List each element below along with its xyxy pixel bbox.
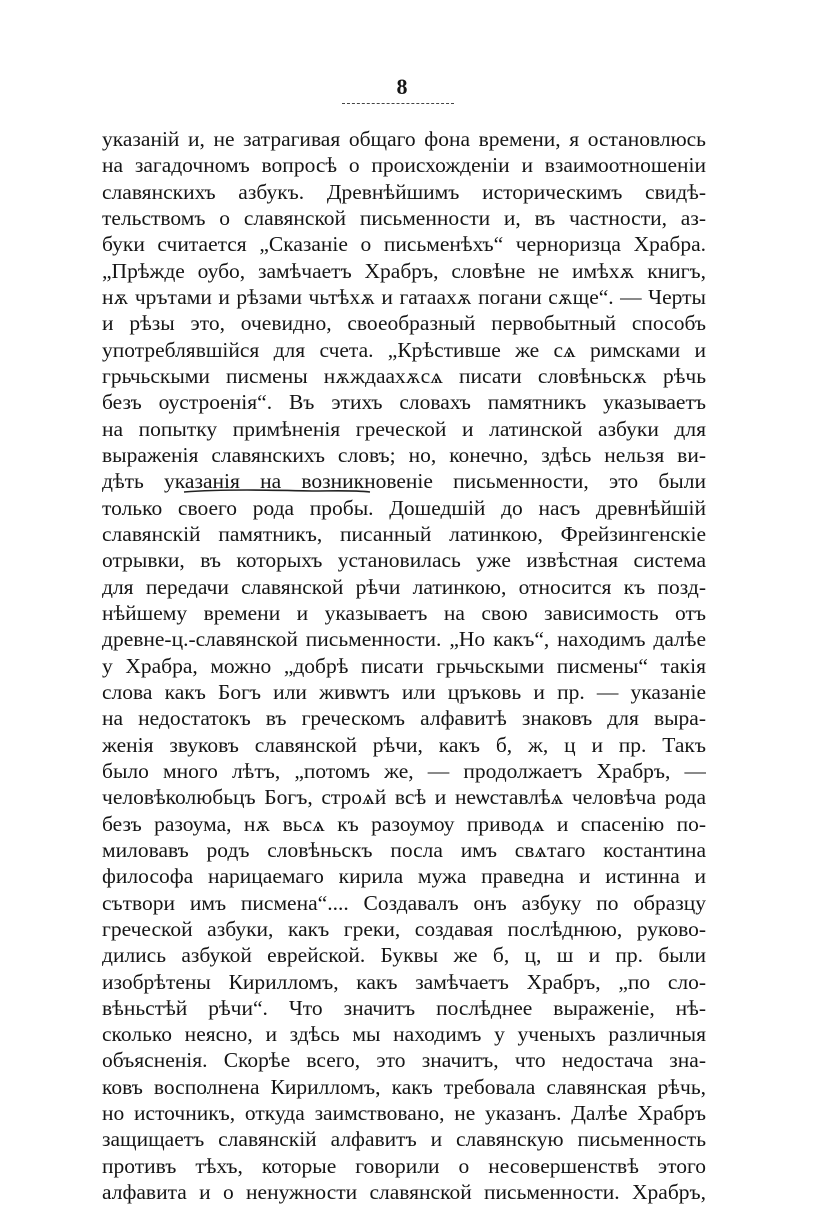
text-line: славянскихъ азбукъ. Древнѣйшимъ историческимъ свидѣ- <box>102 179 706 204</box>
text-line: нѫ чрътами и рѣзами чьтѣхѫ и гатаахѫ погани сѫще“. — Черты <box>102 284 706 309</box>
text-line: объясненія. Скорѣе всего, это значитъ, что недостача зна- <box>102 1048 706 1073</box>
text-line: дились азбукой еврейской. Буквы же б, ц, ш и пр. были <box>102 943 706 968</box>
text-line: у Храбра, можно „добрѣ писати грьчьскыми писмены“ такія <box>102 653 706 678</box>
text-line: но источникъ, откуда заимствовано, не указанъ. Далѣе Храбръ <box>102 1101 706 1126</box>
text-line: для передачи славянской рѣчи латинкою, относится къ позд- <box>102 574 706 599</box>
text-line: изобрѣтены Кирилломъ, какъ замѣчаетъ Храбръ, „по сло- <box>102 969 706 994</box>
text-line: миловавъ родъ словѣньскъ посла имъ свѧтаго костантина <box>102 837 706 862</box>
text-line: славянскій памятникъ, писанный латинкою, Фрейзингенскіе <box>102 521 706 546</box>
text-line: ковъ восполнена Кирилломъ, какъ требовала славянская рѣчь, <box>102 1074 706 1099</box>
text-line: философа нарицаемаго кирила мужа праведна и истинна и <box>102 864 706 889</box>
text-line: было много лѣтъ, „потомъ же, — продолжаетъ Храбръ, — <box>102 758 706 783</box>
body-text <box>102 126 706 1205</box>
text-line: женія звуковъ славянской рѣчи, какъ б, ж, ц и пр. Такъ <box>102 732 706 757</box>
text-line: только своего рода пробы. Дошедшій до насъ древнѣйшій <box>102 495 706 520</box>
text-line: и рѣзы это, очевидно, своеобразный первобытный способъ <box>102 311 706 336</box>
text-line: сътвори имъ писмена“.... Создавалъ онъ азбуку по образцу <box>102 890 706 915</box>
text-line: на загадочномъ вопросѣ о происхожденіи и взаимоотношеніи <box>102 153 706 178</box>
text-line: человѣколюбьцъ Богъ, строѧй всѣ и неѡставлѣѧ человѣча рода <box>102 785 706 810</box>
header-rule <box>342 103 454 104</box>
text-line: древне-ц.-славянской письменности. „Но какъ“, находимъ далѣе <box>102 627 706 652</box>
text-line: дѣть указанія на возникновеніе письменности, это были <box>102 469 706 494</box>
text-line: указаній и, не затрагивая общаго фона времени, я остановлюсь <box>102 127 706 151</box>
text-line: слова какъ Богъ или живѡтъ или цръковь и пр. — указаніе <box>102 679 706 704</box>
text-line: „Прѣжде оубо, замѣчаетъ Храбръ, словѣне не имѣхѫ книгъ, <box>102 258 706 283</box>
text-line: сколько неясно, и здѣсь мы находимъ у ученыхъ различныя <box>102 1022 706 1047</box>
text-line: греческой азбуки, какъ греки, создавая послѣднюю, руково- <box>102 916 706 941</box>
text-line: отрывки, въ которыхъ установилась уже извѣстная система <box>102 548 706 573</box>
text-line: выраженія славянскихъ словъ; но, конечно, здѣсь нельзя ви- <box>102 442 706 467</box>
text-line: нѣйшему времени и указываетъ на свою зависимость отъ <box>102 600 706 625</box>
page-number: 8 <box>396 74 408 99</box>
text-line: безъ оустроенія“. Въ этихъ словахъ памятникъ указываетъ <box>102 390 706 415</box>
text-line: алфавита и о ненужности славянской письменности. Храбръ, <box>102 1180 706 1205</box>
text-line: буки считается „Сказаніе о письменѣхъ“ черноризца Храбра. <box>102 232 706 257</box>
text-line: на недостатокъ въ греческомъ алфавитѣ знаковъ для выра- <box>102 706 706 731</box>
text-line: тельствомъ о славянской письменности и, въ частности, аз- <box>102 205 706 230</box>
text-line: грьчьскыми писмены нѫждаахѫсѧ писати словѣньскѫ рѣчь <box>102 363 706 388</box>
text-line: на попытку примѣненія греческой и латинской азбуки для <box>102 416 706 441</box>
text-line: вѣньстѣй рѣчи“. Что значитъ послѣднее выраженіе, нѣ- <box>102 995 706 1020</box>
text-line: защищаетъ славянскій алфавитъ и славянскую письменность <box>102 1127 706 1152</box>
text-line: безъ разоума, нѫ вьсѧ къ разоумоу приводѧ и спасенію по- <box>102 811 706 836</box>
text-line: употреблявшійся для счета. „Крѣстивше же сѧ римсками и <box>102 337 706 362</box>
text-line: противъ тѣхъ, которые говорили о несовершенствѣ этого <box>102 1153 706 1178</box>
